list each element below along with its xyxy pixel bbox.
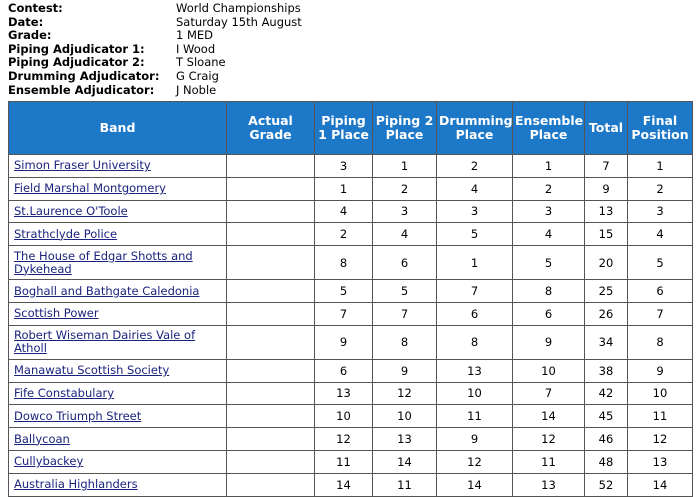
drum-cell: 2	[437, 155, 513, 178]
ens-cell: 5	[513, 246, 585, 280]
column-header: Ensemble Place	[513, 102, 585, 155]
grade-cell	[227, 382, 315, 405]
table-row	[9, 473, 693, 496]
drum-cell: 7	[437, 280, 513, 303]
grade-cell	[227, 325, 315, 359]
drum-cell: 13	[437, 359, 513, 382]
final-cell: 10	[628, 382, 693, 405]
total-cell: 46	[585, 428, 628, 451]
info-row	[8, 56, 302, 70]
grade-cell	[227, 246, 315, 280]
drum-cell: 3	[437, 200, 513, 223]
p2-cell: 8	[373, 325, 437, 359]
drum-cell: 11	[437, 405, 513, 428]
table-row	[9, 302, 693, 325]
drum-cell: 1	[437, 246, 513, 280]
info-value: J Noble	[176, 82, 217, 97]
p1-cell: 9	[315, 325, 373, 359]
p2-cell: 4	[373, 223, 437, 246]
contest-info	[8, 2, 302, 97]
band-link[interactable]: Simon Fraser University	[14, 158, 151, 173]
info-row	[8, 2, 302, 16]
ens-cell: 13	[513, 473, 585, 496]
info-row	[8, 70, 302, 84]
ens-cell: 3	[513, 200, 585, 223]
final-cell: 1	[628, 155, 693, 178]
band-link[interactable]: Fife Constabulary	[14, 385, 115, 400]
results-body	[9, 155, 693, 497]
grade-cell	[227, 155, 315, 178]
ens-cell: 14	[513, 405, 585, 428]
ens-cell: 6	[513, 302, 585, 325]
drum-cell: 5	[437, 223, 513, 246]
total-cell: 20	[585, 246, 628, 280]
table-row	[9, 428, 693, 451]
final-cell: 9	[628, 359, 693, 382]
grade-cell	[227, 177, 315, 200]
band-cell	[9, 450, 227, 473]
drum-cell: 8	[437, 325, 513, 359]
grade-cell	[227, 280, 315, 303]
total-cell: 13	[585, 200, 628, 223]
p1-cell: 11	[315, 450, 373, 473]
band-link[interactable]: Strathclyde Police	[14, 226, 118, 241]
band-cell	[9, 246, 227, 280]
table-row	[9, 359, 693, 382]
band-cell	[9, 473, 227, 496]
table-row	[9, 280, 693, 303]
drum-cell: 12	[437, 450, 513, 473]
info-label: Ensemble Adjudicator:	[8, 82, 155, 97]
p1-cell: 13	[315, 382, 373, 405]
p1-cell: 1	[315, 177, 373, 200]
total-cell: 7	[585, 155, 628, 178]
total-cell: 25	[585, 280, 628, 303]
grade-cell	[227, 200, 315, 223]
p1-cell: 12	[315, 428, 373, 451]
drum-cell: 6	[437, 302, 513, 325]
info-label: Date:	[8, 14, 44, 29]
ens-cell: 8	[513, 280, 585, 303]
band-cell	[9, 302, 227, 325]
ens-cell: 1	[513, 155, 585, 178]
table-row	[9, 382, 693, 405]
grade-cell	[227, 359, 315, 382]
ens-cell: 12	[513, 428, 585, 451]
band-cell	[9, 382, 227, 405]
p1-cell: 7	[315, 302, 373, 325]
header-row	[9, 102, 693, 155]
total-cell: 34	[585, 325, 628, 359]
column-header: Band	[9, 102, 227, 155]
total-cell: 42	[585, 382, 628, 405]
drum-cell: 14	[437, 473, 513, 496]
p2-cell: 12	[373, 382, 437, 405]
drum-cell: 4	[437, 177, 513, 200]
column-header: Piping 2 Place	[373, 102, 437, 155]
band-link[interactable]: Dowco Triumph Street	[14, 408, 142, 423]
table-row	[9, 177, 693, 200]
results-table	[8, 101, 693, 497]
final-cell: 6	[628, 280, 693, 303]
total-cell: 38	[585, 359, 628, 382]
table-row	[9, 246, 693, 280]
p1-cell: 10	[315, 405, 373, 428]
info-label: Piping Adjudicator 1:	[8, 41, 145, 56]
info-value: I Wood	[176, 41, 216, 56]
band-cell	[9, 405, 227, 428]
p1-cell: 2	[315, 223, 373, 246]
total-cell: 48	[585, 450, 628, 473]
info-value: World Championships	[176, 1, 301, 15]
p1-cell: 3	[315, 155, 373, 178]
p2-cell: 11	[373, 473, 437, 496]
grade-cell	[227, 428, 315, 451]
p2-cell: 14	[373, 450, 437, 473]
p1-cell: 6	[315, 359, 373, 382]
ens-cell: 7	[513, 382, 585, 405]
band-link[interactable]: Cullybackey	[14, 454, 84, 469]
p2-cell: 13	[373, 428, 437, 451]
total-cell: 45	[585, 405, 628, 428]
p2-cell: 6	[373, 246, 437, 280]
table-row	[9, 155, 693, 178]
drum-cell: 9	[437, 428, 513, 451]
info-label: Contest:	[8, 1, 63, 15]
grade-cell	[227, 473, 315, 496]
band-link[interactable]: Scottish Power	[14, 306, 99, 321]
final-cell: 11	[628, 405, 693, 428]
info-label: Grade:	[8, 28, 52, 43]
info-value: T Sloane	[176, 55, 226, 70]
band-link[interactable]: Australia Highlanders	[14, 477, 138, 492]
grade-cell	[227, 223, 315, 246]
final-cell: 5	[628, 246, 693, 280]
drum-cell: 10	[437, 382, 513, 405]
total-cell: 9	[585, 177, 628, 200]
ens-cell: 2	[513, 177, 585, 200]
table-row	[9, 450, 693, 473]
p2-cell: 2	[373, 177, 437, 200]
p2-cell: 1	[373, 155, 437, 178]
final-cell: 13	[628, 450, 693, 473]
info-row	[8, 84, 302, 98]
band-cell	[9, 325, 227, 359]
column-header: Final Position	[628, 102, 693, 155]
ens-cell: 10	[513, 359, 585, 382]
p2-cell: 3	[373, 200, 437, 223]
column-header: Total	[585, 102, 628, 155]
p1-cell: 5	[315, 280, 373, 303]
final-cell: 14	[628, 473, 693, 496]
info-label: Piping Adjudicator 2:	[8, 55, 145, 70]
final-cell: 8	[628, 325, 693, 359]
final-cell: 2	[628, 177, 693, 200]
band-cell	[9, 177, 227, 200]
table-row	[9, 405, 693, 428]
table-row	[9, 200, 693, 223]
p1-cell: 4	[315, 200, 373, 223]
final-cell: 7	[628, 302, 693, 325]
final-cell: 12	[628, 428, 693, 451]
p1-cell: 8	[315, 246, 373, 280]
band-cell	[9, 200, 227, 223]
info-label: Drumming Adjudicator:	[8, 68, 160, 83]
info-row	[8, 29, 302, 43]
p2-cell: 5	[373, 280, 437, 303]
band-link[interactable]: Boghall and Bathgate Caledonia	[14, 283, 200, 298]
band-cell	[9, 359, 227, 382]
band-link[interactable]: Ballycoan	[14, 431, 70, 446]
total-cell: 52	[585, 473, 628, 496]
band-cell	[9, 223, 227, 246]
column-header: Actual Grade	[227, 102, 315, 155]
info-row	[8, 43, 302, 57]
band-cell	[9, 155, 227, 178]
grade-cell	[227, 302, 315, 325]
p2-cell: 7	[373, 302, 437, 325]
band-cell	[9, 428, 227, 451]
total-cell: 26	[585, 302, 628, 325]
ens-cell: 4	[513, 223, 585, 246]
band-link[interactable]: The House of Edgar Shotts and Dykehead	[14, 248, 193, 276]
band-cell	[9, 280, 227, 303]
info-row	[8, 16, 302, 30]
final-cell: 3	[628, 200, 693, 223]
band-link[interactable]: Robert Wiseman Dairies Vale of Atholl	[14, 328, 196, 356]
final-cell: 4	[628, 223, 693, 246]
grade-cell	[227, 450, 315, 473]
band-link[interactable]: Manawatu Scottish Society	[14, 363, 170, 378]
p2-cell: 10	[373, 405, 437, 428]
p2-cell: 9	[373, 359, 437, 382]
total-cell: 15	[585, 223, 628, 246]
p1-cell: 14	[315, 473, 373, 496]
table-row	[9, 325, 693, 359]
ens-cell: 11	[513, 450, 585, 473]
column-header: Drumming Place	[437, 102, 513, 155]
grade-cell	[227, 405, 315, 428]
band-link[interactable]: Field Marshal Montgomery	[14, 181, 166, 196]
info-value: Saturday 15th August	[176, 14, 302, 29]
band-link[interactable]: St.Laurence O'Toole	[14, 203, 128, 218]
info-value: G Craig	[176, 68, 219, 83]
info-value: 1 MED	[176, 28, 214, 43]
column-header: Piping 1 Place	[315, 102, 373, 155]
table-row	[9, 223, 693, 246]
ens-cell: 9	[513, 325, 585, 359]
